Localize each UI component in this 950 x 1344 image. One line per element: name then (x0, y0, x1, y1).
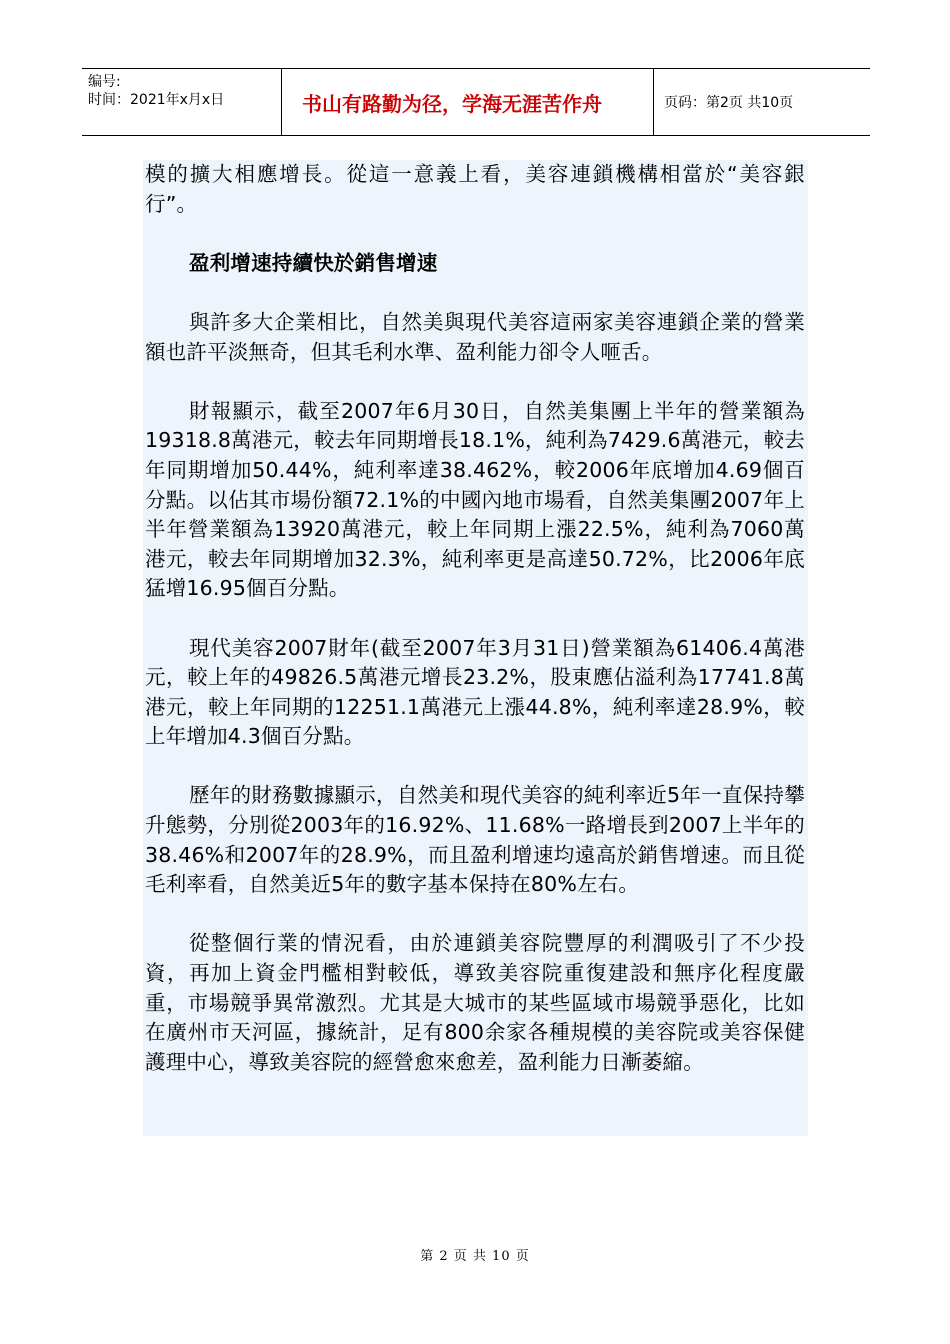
body-paragraph: 歷年的財務數據顯示，自然美和現代美容的純利率近5年一直保持攀升態勢，分別從2003年的16.92%、11.68%一路增長到2007上半年的38.46%和2007年的28.9%，而且盈利增速均遠高於銷售增速。而且從毛利率看，自然美近5年的數字基本保持在80%左右。 (145, 783, 805, 897)
header-page-info-text: 页码：第2页 共10页 (664, 95, 794, 111)
page-header (82, 68, 870, 136)
header-page-info (654, 69, 870, 135)
header-time-label: 时间：2021年x月x日 (88, 92, 225, 108)
footer-page-number: 第 2 页 共 10 页 (420, 1249, 530, 1264)
header-motto (282, 69, 654, 135)
body-paragraph: 財報顯示，截至2007年6月30日，自然美集團上半年的營業額為19318.8萬港元，較去年同期增長18.1%，純利為7429.6萬港元，較去年同期增加50.44%，純利率達38.462%，較2006年底增加4.69個百分點。以佔其市場份額72.1%的中國內地市場看，自然美集團2007年上半年營業額為13920萬港元，較上年同期上漲22.5%，純利為7060萬港元，較去年同期增加32.3%，純利率更是高達50.72%，比2006年底猛增16.95個百分點。 (145, 398, 805, 601)
body-paragraph: 與許多大企業相比，自然美與現代美容這兩家美容連鎖企業的營業額也許平淡無奇，但其毛利水準、盈利能力卻令人咂舌。 (145, 309, 805, 364)
body-paragraph: 現代美容2007財年(截至2007年3月31日)營業額為61406.4萬港元，較上年的49826.5萬港元增長23.2%，股東應佔溢利為17741.8萬港元，較上年同期的12251.1萬港元上漲44.8%，純利率達28.9%，較上年增加4.3個百分點。 (145, 635, 805, 749)
section-heading: 盈利增速持續快於銷售增速 (189, 250, 438, 275)
header-meta (82, 69, 282, 135)
intro-paragraph: 模的擴大相應增長。從這一意義上看，美容連鎖機構相當於“美容銀行”。 (145, 162, 805, 216)
header-motto-text: 书山有路勤为径，学海无涯苦作舟 (302, 91, 602, 116)
document-body (143, 160, 808, 1136)
header-number-label: 编号: (88, 74, 121, 90)
page-footer (0, 1245, 950, 1264)
body-paragraph: 從整個行業的情況看，由於連鎖美容院豐厚的利潤吸引了不少投資，再加上資金門檻相對較低，導致美容院重復建設和無序化程度嚴重，市場競爭異常激烈。尤其是大城市的某些區域市場競爭惡化，比如在廣州市天河區，據統計，足有800余家各種規模的美容院或美容保健護理中心，導致美容院的經營愈來愈差，盈利能力日漸萎縮。 (145, 931, 805, 1074)
